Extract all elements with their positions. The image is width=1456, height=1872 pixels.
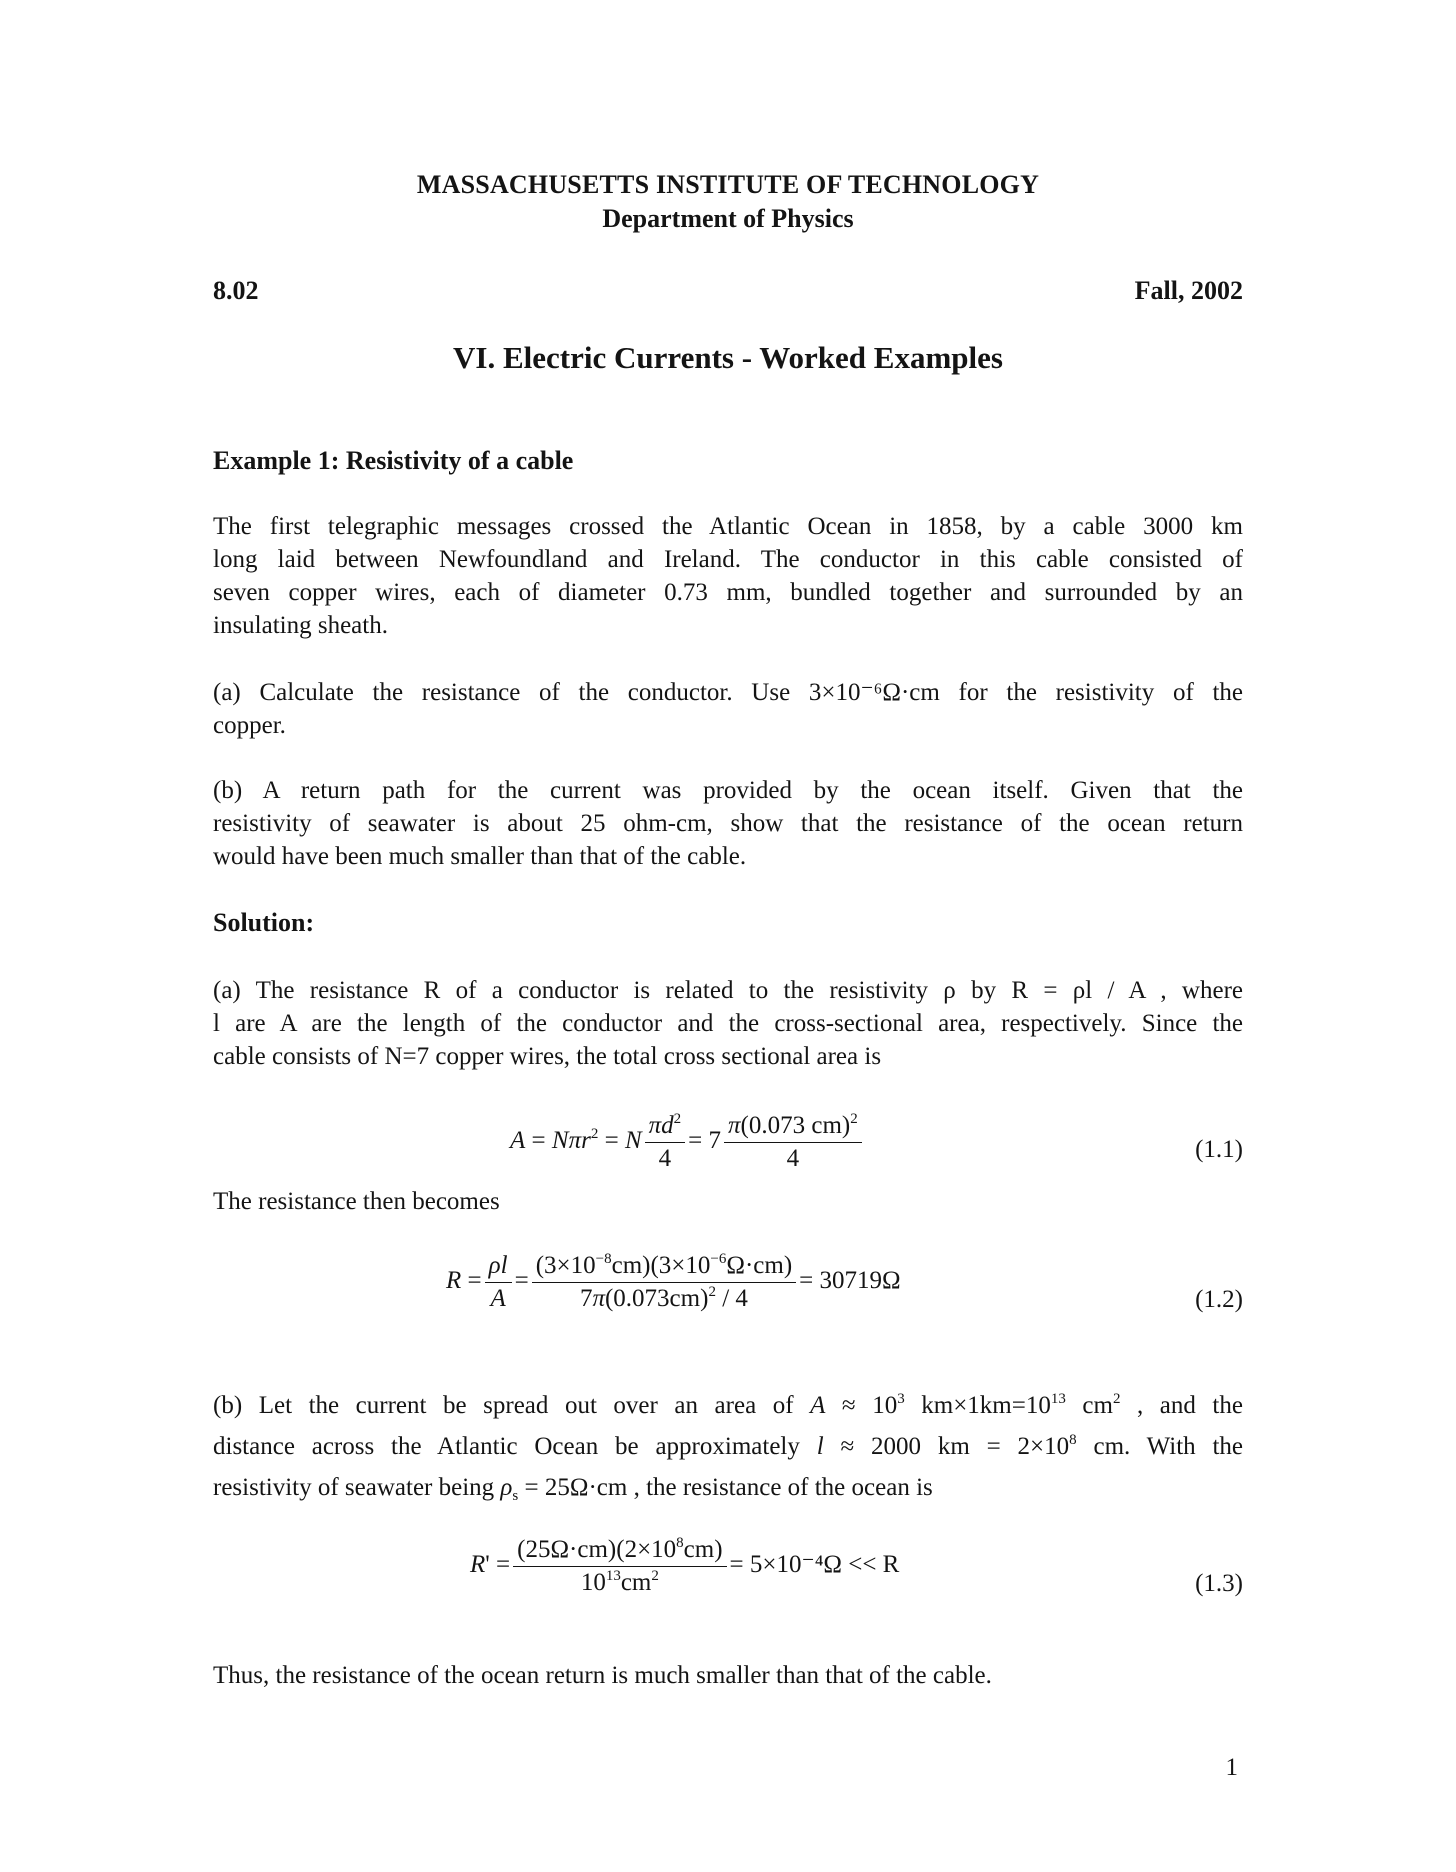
solution-b-line: (b) Let the current be spread out over an area of $A \approx 10^3$ $km\times 1km=10^{13}$ $cm^2$ , and the bbox=[213, 1391, 1243, 1419]
equation-number: (1.2) bbox=[1195, 1286, 1243, 1313]
solution-heading: Solution: bbox=[213, 908, 315, 937]
solution-b-line: resistivity of seawater being $\rho_s = 25\Omega\cdot cm$ , the resistance of the ocean is bbox=[213, 1474, 933, 1504]
solution-a-line: l are A are the length of the conductor and the cross-sectional area, respectively. Since the bbox=[213, 1010, 1243, 1037]
solution-part-a bbox=[213, 974, 1243, 1073]
question-b-line: resistivity of seawater is about 25 ohm-cm, show that the resistance of the ocean return bbox=[213, 810, 1243, 837]
intro-line: insulating sheath. bbox=[213, 612, 388, 639]
conclusion-text: Thus, the resistance of the ocean return is much smaller than that of the cable. bbox=[213, 1662, 992, 1689]
page-number: 1 bbox=[1225, 1754, 1238, 1781]
equation-1-1: A = Nπr$^2$ = N $\frac{\pi d^2}{4}$ = 7 $\frac{\pi(0.073 cm)^2}{4}$ bbox=[510, 1112, 865, 1173]
intro-line: seven copper wires, each of diameter 0.73 mm, bundled together and surrounded by an bbox=[213, 579, 1243, 606]
equation-number: (1.3) bbox=[1195, 1570, 1243, 1597]
course-number: 8.02 bbox=[213, 276, 259, 305]
department-name: Department of Physics bbox=[602, 204, 854, 233]
question-b-line: (b) A return path for the current was provided by the ocean itself. Given that the bbox=[213, 777, 1243, 804]
solution-b-line: distance across the Atlantic Ocean be approximately l ≈ 2000 km = $2\times 10^8$ cm. With the bbox=[213, 1432, 1244, 1460]
term: Fall, 2002 bbox=[1134, 276, 1243, 305]
equation-1-2: R = $\frac{\rho l}{A}$ = $\frac{(3\times 10^{-8}cm)(3\times 10^{-6}\Omega\cdot cm)}{7\pi(0.073cm)^2 / 4}$ = 30719Ω bbox=[446, 1251, 901, 1312]
question-a-line: (a) Calculate the resistance of the conductor. Use 3×10⁻⁶Ω·cm for the resistivity of the bbox=[213, 679, 1244, 706]
solution-a-line: cable consists of N=7 copper wires, the total cross sectional area is bbox=[213, 1043, 882, 1070]
question-b-line: would have been much smaller than that of the cable. bbox=[213, 843, 747, 870]
question-a-line: copper. bbox=[213, 712, 286, 739]
resistivity-value: 3×10⁻⁶Ω·cm bbox=[808, 679, 940, 706]
transition-text: The resistance then becomes bbox=[213, 1188, 500, 1215]
solution-part-b bbox=[213, 1385, 1243, 1508]
equation-number: (1.1) bbox=[1195, 1136, 1243, 1163]
equation-1-3-result: = 5×10⁻⁴Ω << R bbox=[729, 1551, 900, 1579]
document-title: VI. Electric Currents - Worked Examples bbox=[453, 340, 1003, 375]
question-part-b bbox=[213, 774, 1243, 873]
equation-1-3: R' = $\frac{(25\Omega\cdot cm)(2\times 10^8cm)}{10^{13}cm^2}$ = 5×10⁻⁴Ω << R bbox=[470, 1535, 900, 1596]
intro-paragraph bbox=[213, 510, 1243, 642]
institution-name: MASSACHUSETTS INSTITUTE OF TECHNOLOGY bbox=[416, 170, 1040, 199]
question-part-a bbox=[213, 676, 1243, 742]
intro-line: The first telegraphic messages crossed the Atlantic Ocean in 1858, by a cable 3000 km bbox=[213, 513, 1243, 540]
intro-line: long laid between Newfoundland and Ireland. The conductor in this cable consisted of bbox=[213, 546, 1243, 573]
example-heading: Example 1: Resistivity of a cable bbox=[213, 446, 574, 475]
equation-1-2-result: = 30719Ω bbox=[799, 1267, 901, 1295]
solution-a-line: (a) The resistance R of a conductor is related to the resistivity ρ by R = ρl / A , where bbox=[213, 977, 1243, 1004]
